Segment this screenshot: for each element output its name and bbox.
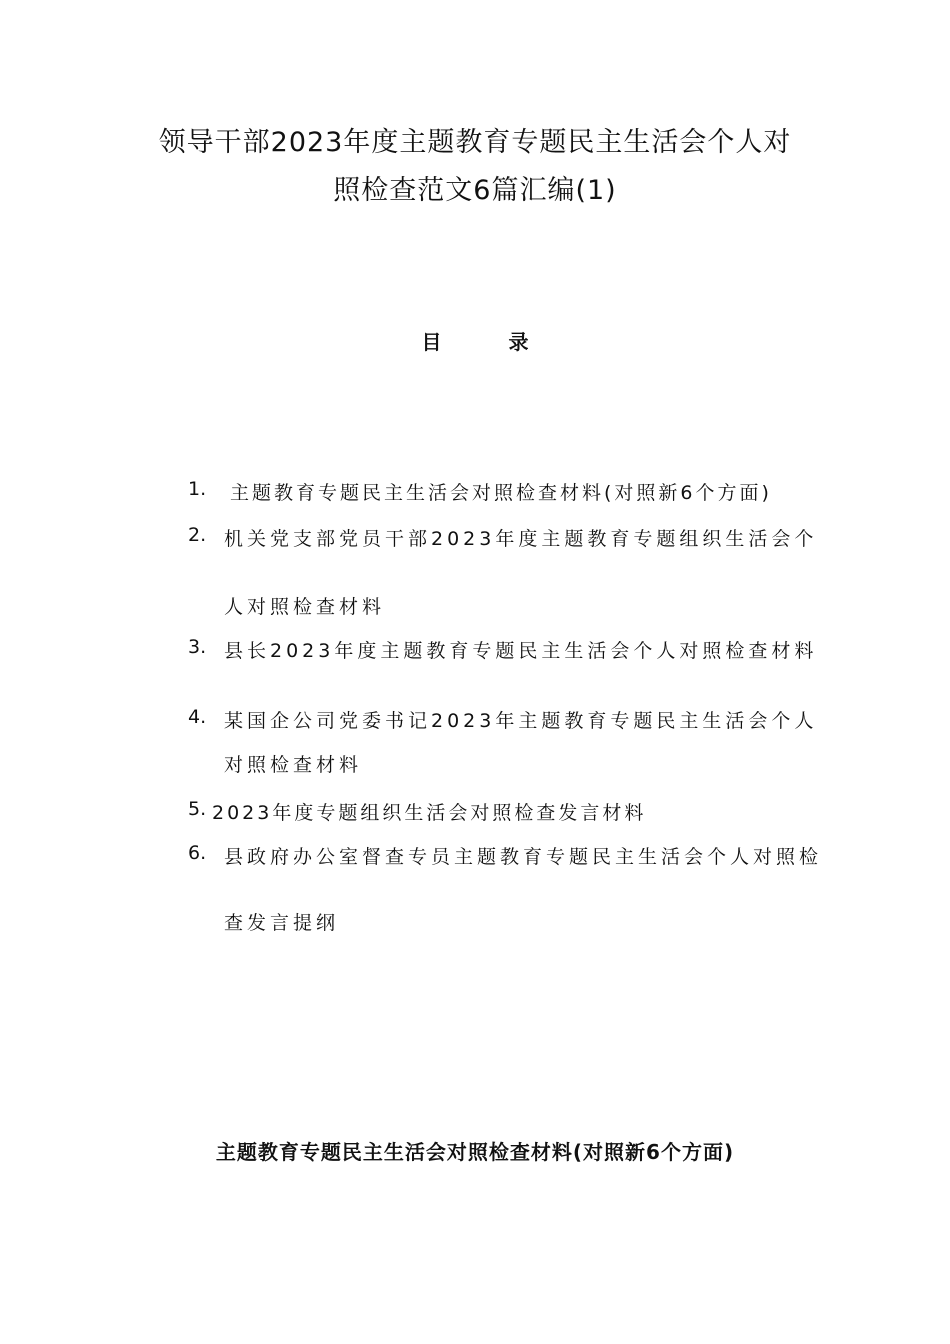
- section-title: 主题教育专题民主生活会对照检查材料(对照新6个方面): [215, 1140, 735, 1164]
- toc-heading: 目 录: [421, 330, 559, 354]
- toc-item-3-number: 3.: [188, 636, 207, 658]
- document-title-line-1: 领导干部2023年度主题教育专题民主生活会个人对: [158, 127, 792, 158]
- toc-item-2-number: 2.: [188, 524, 207, 546]
- toc-item-6-text-line-2: 查发言提纲: [224, 912, 340, 934]
- toc-item-5-number: 5.: [188, 798, 207, 820]
- toc-item-4-number: 4.: [188, 706, 207, 728]
- toc-item-1-text: 主题教育专题民主生活会对照检查材料(对照新6个方面): [230, 482, 772, 504]
- toc-item-3-text: 县长2023年度主题教育专题民主生活会个人对照检查材料: [224, 640, 818, 662]
- toc-item-1-number: 1.: [188, 478, 207, 500]
- toc-item-5-text: 2023年度专题组织生活会对照检查发言材料: [212, 802, 647, 824]
- toc-item-4-text-line-1: 某国企公司党委书记2023年主题教育专题民主生活会个人: [224, 710, 818, 732]
- toc-item-6-number: 6.: [188, 842, 207, 864]
- toc-item-2-text-line-2: 人对照检查材料: [224, 596, 386, 618]
- toc-item-6-text-line-1: 县政府办公室督查专员主题教育专题民主生活会个人对照检: [224, 846, 823, 868]
- toc-item-4-text-line-2: 对照检查材料: [224, 754, 363, 776]
- toc-item-2-text-line-1: 机关党支部党员干部2023年度主题教育专题组织生活会个: [224, 528, 818, 550]
- document-title-line-2: 照检查范文6篇汇编(1): [333, 175, 617, 206]
